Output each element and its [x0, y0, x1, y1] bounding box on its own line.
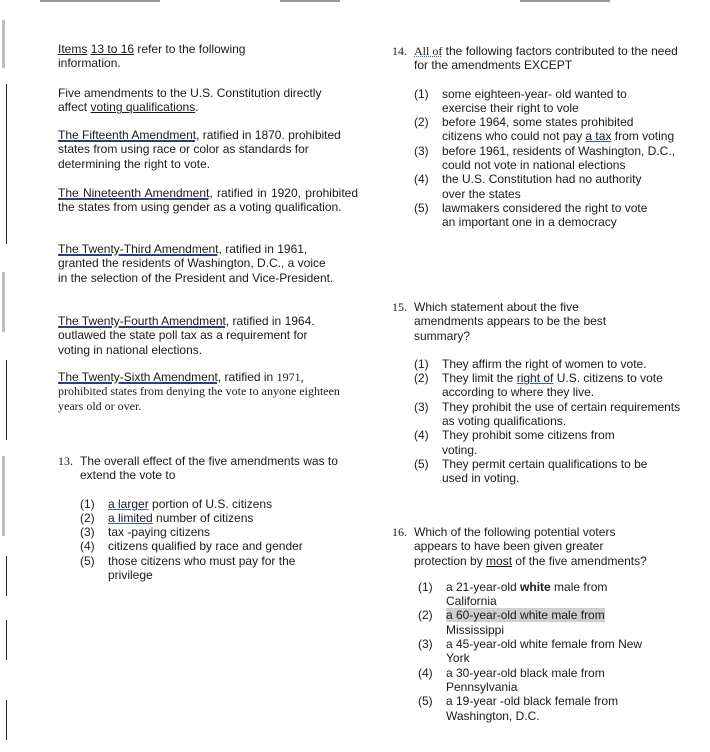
q15-option-1[interactable]: (1) They affirm the right of women to vote. — [414, 356, 647, 371]
margin-line — [6, 620, 7, 660]
q16-option-4[interactable]: (4) a 30-year-old black male from Pennsylvania — [418, 665, 605, 694]
margin-line — [6, 360, 7, 440]
question-number: 13. — [58, 454, 73, 468]
intro-items-note — [58, 42, 298, 71]
question-14: 14. All of the following factors contributed to the need for the amendments EXCEPT (1) some eighteen-year- old wanted to exercise their right to vole (2) before 1964, some states prohibited citizens who could not pay a tax from voting (3) before 1961, residents of Washington, D.C., could not vote in national elections (4) the U.S. Constitution had no authority over the states (5) lawmakers considered the right to vote an important one in a democracy — [392, 44, 678, 230]
q14-option-4[interactable]: (4) the U.S. Constitution had no authority over the states — [414, 172, 642, 201]
amendment-23: The Twenty-Third Amendment, ratified in 1961, granted the residents of Washington, D.C., a voice in the selection of the President and Vice-President. — [58, 242, 334, 285]
question-16: 16. Which of the following potential voters appears to have been given greater protection by most of the five amendments? (1) a 21-year-old white male from California (2) a 60-year-old white male from Mississippi (3) a 45-year-old white female from New York (4) a 30-year-old black male from Pennsylvania (5) a 19-year -old black female from Washington, D.C. — [392, 525, 692, 723]
q13-option-4[interactable]: (4) citizens qualified by race and gender — [80, 539, 303, 554]
q16-option-5[interactable]: (5) a 19-year -old black female from Washington, D.C. — [418, 694, 619, 723]
top-cut-strip — [0, 0, 710, 4]
q14-options — [414, 87, 676, 230]
q15-options — [414, 357, 684, 486]
q13-option-1[interactable]: (1) a larger portion of U.S. citizens — [80, 496, 273, 511]
amendment-24: The Twenty-Fourth Amendment, ratified in 1964. outlawed the state poll tax as a requirement for voting in national elections. — [58, 314, 315, 357]
amendment-name: The Twenty-Sixth Amendment, — [58, 370, 222, 384]
q13-option-5[interactable]: (5) those citizens who must pay for the privilege — [80, 553, 296, 583]
q15-option-4[interactable]: (4) They prohibit some citizens from voting. — [414, 428, 615, 457]
q13-options — [80, 497, 358, 583]
amendment-19: The Nineteenth Amendment, ratified in 1920, prohibited the states from using gender as a voting qualification. — [58, 186, 358, 215]
q16-option-2[interactable]: (2) a 60-year-old white male from Mississippi — [418, 608, 605, 637]
margin-mark — [2, 456, 5, 536]
items-ref: Items — [58, 42, 88, 56]
q16-option-1[interactable]: (1) a 21-year-old white male from California — [418, 579, 608, 609]
items-tail: refer to the following information. — [58, 42, 246, 71]
question-number: 15. — [392, 300, 407, 314]
intro-five-amendments: Five amendments to the U.S. Constitution directly affect voting qualifications. — [58, 86, 322, 115]
question-number: 14. — [392, 44, 407, 58]
margin-line — [6, 556, 7, 596]
question-stem: Which statement about the five amendments appears to be the best summary? — [414, 300, 607, 343]
voting-qualifications: voting qualifications — [90, 100, 196, 115]
amendment-name: The Twenty-Third Amendment, — [58, 242, 222, 256]
margin-mark — [2, 272, 5, 332]
q15-option-2[interactable]: (2) They limit the right of U.S. citizens to vote according to where they live. — [414, 371, 663, 400]
question-stem: The overall effect of the five amendments was to extend the vote to — [80, 454, 338, 483]
q14-option-5[interactable]: (5) lawmakers considered the right to vote an important one in a democracy — [414, 200, 648, 230]
q16-options — [418, 580, 678, 723]
amendment-name: The Nineteenth Amendment, — [58, 186, 213, 200]
amendment-15: The Fifteenth Amendment, ratified in 1870. prohibited states from using race or color as standards for determining the right to vote. — [58, 128, 341, 171]
q15-option-5[interactable]: (5) They permit certain qualifications to be used in voting. — [414, 456, 648, 486]
q13-option-2[interactable]: (2) a limited number of citizens — [80, 510, 254, 525]
q13-option-3[interactable]: (3) tax -paying citizens — [80, 525, 211, 540]
q14-option-2[interactable]: (2) before 1964, some states prohibited citizens who could not pay a tax from voting — [414, 115, 675, 144]
question-number: 16. — [392, 525, 407, 539]
question-15 — [392, 300, 692, 486]
margin-line — [6, 84, 7, 244]
question-13 — [58, 454, 358, 582]
amendment-name: The Twenty-Fourth Amendment, — [58, 314, 230, 328]
margin-mark — [2, 20, 5, 68]
items-range: 13 to 16 — [90, 42, 135, 56]
q14-option-1[interactable]: (1) some eighteen-year- old wanted to exercise their right to vole — [414, 86, 627, 115]
q16-option-3[interactable]: (3) a 45-year-old white female from New York — [418, 637, 643, 666]
margin-line — [6, 700, 7, 740]
q15-option-3[interactable]: (3) They prohibit the use of certain requirements as voting qualifications. — [414, 399, 681, 429]
amendment-name: The Fifteenth Amendment, — [58, 128, 200, 142]
highlighted-selection: a 60-year-old white male from — [446, 608, 605, 623]
amendment-26: The Twenty-Sixth Amendment, ratified in 1971, prohibited states from denying the vote to anyone eighteen years old or over. — [58, 370, 340, 413]
q14-option-3[interactable]: (3) before 1961, residents of Washington, D.C., could not vote in national elections — [414, 143, 676, 173]
